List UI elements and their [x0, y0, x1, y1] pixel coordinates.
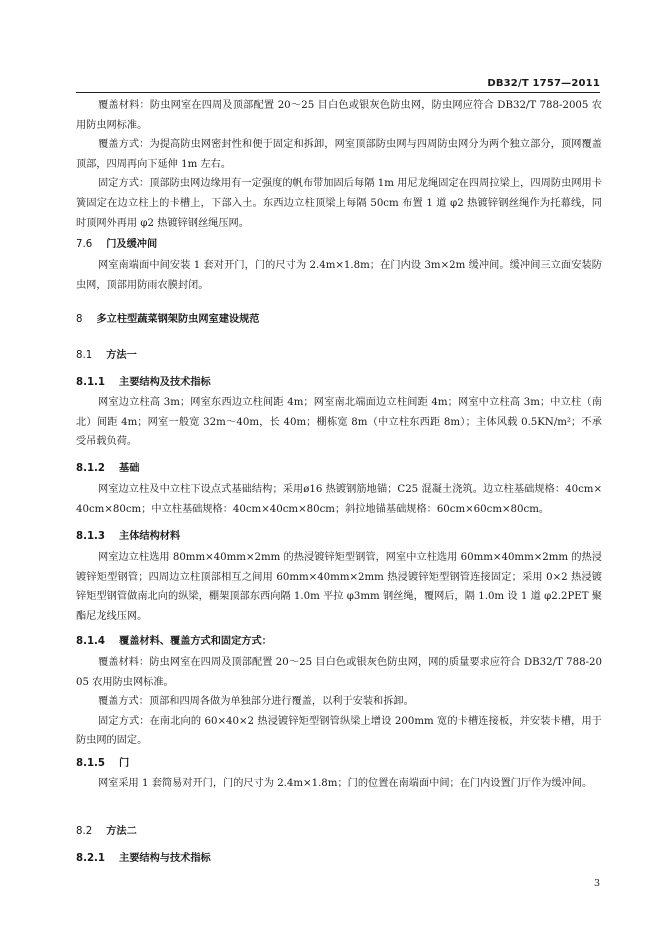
paragraph-foundation: 网室边立柱及中立柱下设点式基础结构；采用ø16 热镀钢筋地锚；C25 混凝土浇筑。边立柱基础规格：40cm×40cm×80cm；中立柱基础规格：40cm×40cm×80cm；斜拉地锚基础规格：60cm×60cm×80cm。 [76, 484, 602, 515]
section-8-1-5-body [76, 774, 602, 794]
paragraph-cover-method-2: 覆盖方式：顶部和四周各做为单独部分进行覆盖，以利于安装和拆卸。 [98, 696, 414, 708]
standard-code: DB32/T 1757—2011 [487, 78, 600, 89]
section-number: 8.1.4 [76, 636, 106, 647]
section-8-1-heading [76, 346, 137, 361]
section-number: 7.6 [76, 239, 93, 250]
paragraph-fixing-method: 固定方式：顶部防虫网边缘用有一定强度的帆布带加固后每隔 1m 用尼龙绳固定在四周拉梁上，四周防虫网用卡簧固定在边立柱上的卡槽上，下部入土。东西边立柱顶梁上每隔 50cm 布置 1 道 φ2 热镀锌钢丝绳作为托幕线，同时顶网外再用 φ2 热镀锌钢丝绳压网。 [76, 178, 602, 229]
section-8-1-5-heading [76, 754, 129, 769]
section-title: 基础 [119, 463, 140, 474]
section-number: 8.1.5 [76, 758, 106, 769]
section-title: 主体结构材料 [119, 531, 181, 542]
section-number: 8.1.1 [76, 377, 106, 388]
section-title: 方法二 [106, 826, 137, 837]
chapter-8-heading [76, 310, 259, 325]
section-number: 8.2.1 [76, 853, 106, 864]
paragraph-door-2: 网室采用 1 套简易对开门，门的尺寸为 2.4m×1.8m；门的位置在南端面中间；在门内设置门厅作为缓冲间。 [98, 778, 593, 789]
header-rule [76, 92, 600, 93]
section-7-6-body [76, 256, 602, 295]
section-7-6-heading [76, 235, 157, 250]
section-title: 方法一 [106, 350, 137, 361]
chapter-number: 8 [76, 314, 83, 325]
section-8-1-1-heading [76, 373, 211, 388]
section-8-1-2-body [76, 480, 602, 519]
section-title: 覆盖材料、覆盖方式和固定方式： [119, 636, 272, 647]
section-number: 8.1.2 [76, 463, 106, 474]
section-title: 主要结构与技术指标 [119, 853, 211, 864]
page-number: 3 [593, 878, 600, 889]
paragraph-cover-material: 覆盖材料：防虫网室在四周及顶部配置 20～25 目白色或银灰色防虫网，防虫网应符合 DB32/T 788-2005 农用防虫网标准。 [76, 100, 602, 131]
section-title: 主要结构及技术指标 [119, 377, 211, 388]
paragraph-fixing-method-2: 固定方式：在南北向的 60×40×2 热浸镀锌矩型钢管纵梁上增设 200mm 宽的卡槽连接板，并安装卡槽，用于防虫网的固定。 [76, 715, 602, 747]
top-section [76, 96, 602, 233]
paragraph-cover-method: 覆盖方式：为提高防虫网密封性和便于固定和拆卸，网室顶部防虫网与四周防虫网分为两个独立部分，顶网覆盖顶部，四周再向下延伸 1m 左右。 [76, 139, 602, 170]
section-8-1-2-heading [76, 459, 139, 474]
paragraph-main-materials: 网室边立柱选用 80mm×40mm×2mm 的热浸镀锌矩型钢管，网室中立柱选用 60mm×40mm×2mm 的热浸镀锌矩型钢管；四周边立柱顶部相互之间用 60mm×40mm×2mm 热浸镀锌矩型钢管连接固定；采用 0×2 热浸镀锌矩型钢管做南北向的纵梁，棚架顶部东西向隔 1.0m 平拉 φ3mm 钢丝绳，覆网后，隔 1.0m 设 1 道 φ2.2PET 聚酯尼龙线压网。 [76, 552, 602, 622]
section-title: 门及缓冲间 [106, 239, 158, 250]
section-8-1-4-heading [76, 632, 272, 647]
section-number: 8.2 [76, 826, 93, 837]
section-8-1-4-body [76, 653, 602, 751]
section-8-1-3-body [76, 548, 602, 626]
section-8-1-1-body [76, 393, 602, 452]
paragraph-structure: 网室边立柱高 3m；网室东西边立柱间距 4m；网室南北端面边立柱间距 4m；网室中立柱高 3m；中立柱（南北）间距 4m；网室一般宽 32m～40m，长 40m；棚栋宽 8m（中立柱东西距 8m）；主体风载 0.5KN/m²；不承受吊载负荷。 [76, 397, 602, 448]
section-8-2-heading [76, 822, 137, 837]
section-title: 门 [119, 758, 130, 769]
paragraph-cover-material-2: 覆盖材料：防虫网室在四周及顶部配置 20～25 目白色或银灰色防虫网，网的质量要求应符合 DB32/T 788-2005 农用防虫网标准。 [76, 657, 602, 688]
section-8-2-1-heading [76, 849, 211, 864]
section-8-1-3-heading [76, 527, 180, 542]
section-number: 8.1 [76, 350, 93, 361]
chapter-title: 多立柱型蔬菜钢架防虫网室建设规范 [96, 314, 260, 325]
section-number: 8.1.3 [76, 531, 106, 542]
paragraph-door: 网室南端面中间安装 1 套对开门，门的尺寸为 2.4m×1.8m；在门内设 3m×2m 缓冲间。缓冲间三立面安装防虫网，顶部用防雨农膜封闭。 [76, 260, 602, 291]
